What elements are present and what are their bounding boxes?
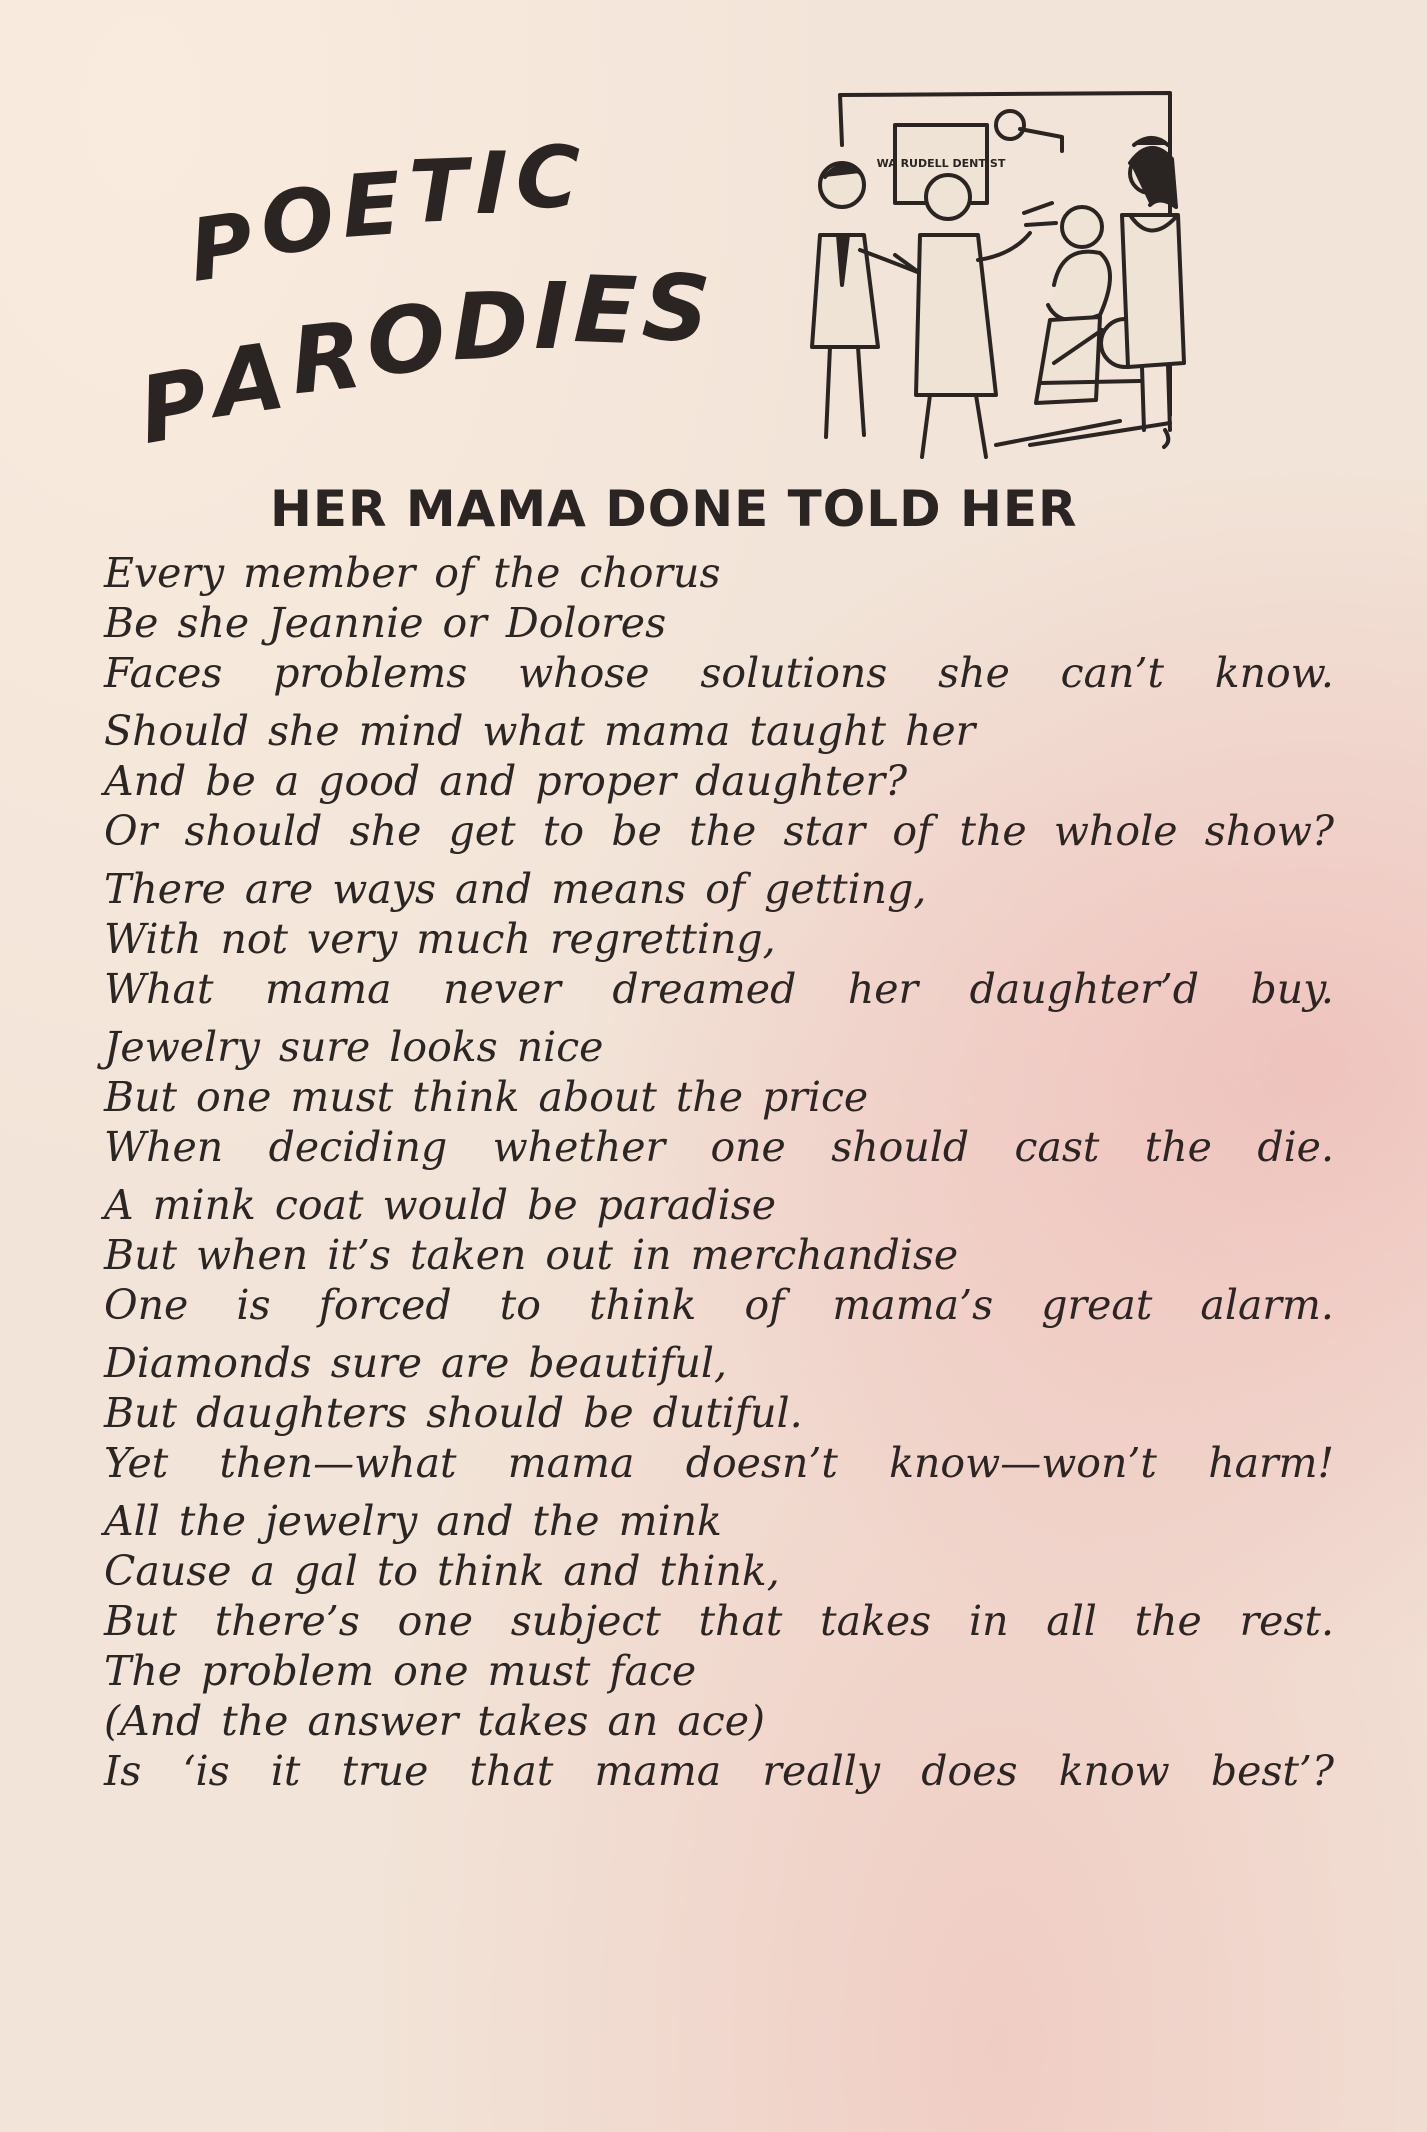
poem-line: One is forced to think of mama’s great alarm.: [104, 1281, 1334, 1329]
title-letter: D: [449, 271, 530, 382]
title-letter: P: [183, 194, 260, 302]
title-letter: I: [475, 134, 508, 234]
poem-line: But when it’s taken out in merchandise: [104, 1231, 959, 1279]
poem-line: Every member of the chorus: [104, 549, 721, 597]
poem-line: And be a good and proper daughter?: [104, 757, 908, 805]
stanza: [104, 548, 1334, 698]
title-letter: A: [206, 322, 292, 439]
poem-body: [104, 548, 1334, 1804]
poem-line: Yet then—what mama doesn’t know—won’t harm!: [104, 1439, 1334, 1487]
poem-line: (And the answer takes an ace): [104, 1697, 765, 1745]
title-letter: R: [285, 301, 367, 416]
stanza: [104, 1496, 1334, 1796]
title-letter: S: [639, 252, 714, 365]
title-letter: P: [131, 347, 217, 466]
title-letter: O: [256, 168, 340, 276]
poem-line: Jewelry sure looks nice: [104, 1023, 604, 1071]
stanza: [104, 1338, 1334, 1488]
poem-line: Or should she get to be the star of the whole show?: [104, 807, 1334, 855]
stanza: [104, 1180, 1334, 1330]
poem-line: When deciding whether one should cast the die.: [104, 1123, 1334, 1171]
poem-line: Cause a gal to think and think,: [104, 1547, 780, 1595]
poem-line: But one must think about the price: [104, 1073, 869, 1121]
title-letter: E: [338, 154, 405, 258]
poem-line: Should she mind what mama taught her: [104, 707, 976, 755]
dentist-sign-text: WA RUDELL DENTIST: [876, 157, 1006, 170]
poem-line: But daughters should be dutiful.: [104, 1389, 803, 1437]
poem-line: With not very much regretting,: [104, 915, 776, 963]
poem-title: HER MAMA DONE TOLD HER: [270, 480, 1078, 538]
stanza: [104, 1022, 1334, 1172]
title-poetic: [183, 126, 581, 302]
poem-line: But there’s one subject that takes in all the rest.: [104, 1597, 1334, 1645]
title-letter: I: [534, 263, 569, 370]
dentist-cartoon: [800, 85, 1200, 485]
poem-line: Faces problems whose solutions she can’t know.: [104, 649, 1334, 697]
stanza: [104, 864, 1334, 1014]
poem-line: Be she Jeannie or Dolores: [104, 599, 667, 647]
poem-line: The problem one must face: [104, 1647, 697, 1695]
title-letter: O: [363, 284, 450, 397]
title-parodies: [131, 252, 714, 466]
poem-line: There are ways and means of getting,: [104, 865, 927, 913]
title-letter: C: [513, 126, 581, 230]
poem-line: What mama never dreamed her daughter’d buy.: [104, 965, 1334, 1013]
title-letter: E: [572, 255, 640, 366]
poem-line: Is ‘is it true that mama really does know best’?: [104, 1747, 1334, 1795]
poem-line: A mink coat would be paradise: [104, 1181, 777, 1229]
title-letter: T: [407, 141, 470, 243]
poem-line: All the jewelry and the mink: [104, 1497, 722, 1545]
poem-line: Diamonds sure are beautiful,: [104, 1339, 728, 1387]
stanza: [104, 706, 1334, 856]
